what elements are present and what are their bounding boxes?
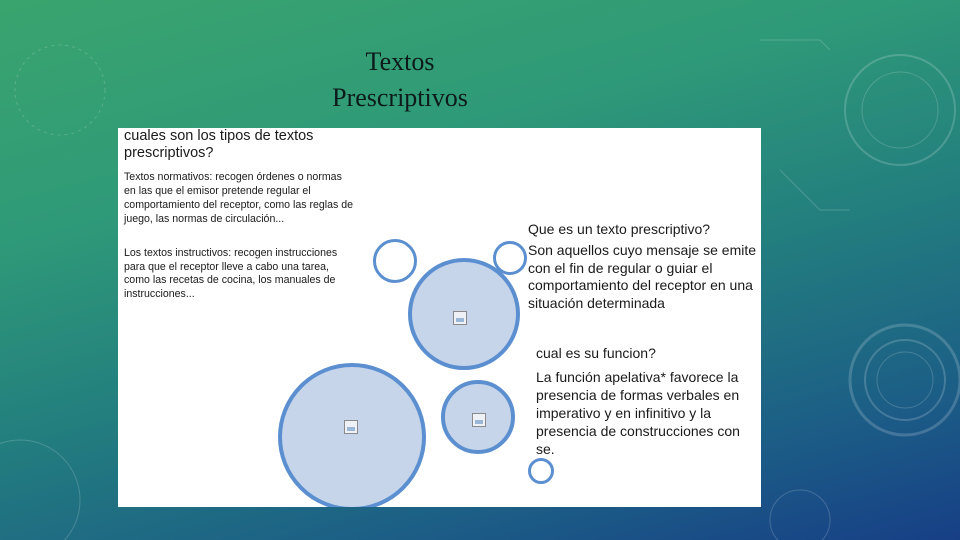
question-what: Que es un texto prescriptivo? [528, 221, 711, 237]
broken-image-icon [453, 311, 467, 325]
paragraph-instructivos: Los textos instructivos: recogen instrucciones para que el receptor lleve a cabo una tarea, como las recetas de cocina, los manuales de instrucciones... [124, 247, 338, 300]
answer-what: Son aquellos cuyo mensaje se emite con el fin de regular o guiar el comportamiento del receptor en una situación determinada [528, 242, 757, 311]
slide-title [300, 44, 500, 116]
slide-title-line1: Textos [365, 47, 435, 76]
small-ring-left [373, 239, 417, 283]
paragraph-normativos: Textos normativos: recogen órdenes o normas en las que el emisor pretende regular el comportamiento del receptor, como las reglas de juego, las normas de circulación... [124, 171, 354, 225]
small-ring-bottom [528, 458, 554, 484]
bubble-large [278, 363, 426, 507]
slide-title-line2: Prescriptivos [332, 83, 468, 112]
broken-image-icon [472, 413, 486, 427]
content-panel [118, 128, 761, 507]
broken-image-icon [344, 420, 358, 434]
question-function: cual es su funcion? [536, 345, 656, 361]
question-types: cuales son los tipos de textos prescriptivos? [124, 128, 314, 161]
answer-function: La función apelativa* favorece la presencia de formas verbales en imperativo y en infinitivo y la presencia de construcciones con se. [536, 369, 740, 457]
